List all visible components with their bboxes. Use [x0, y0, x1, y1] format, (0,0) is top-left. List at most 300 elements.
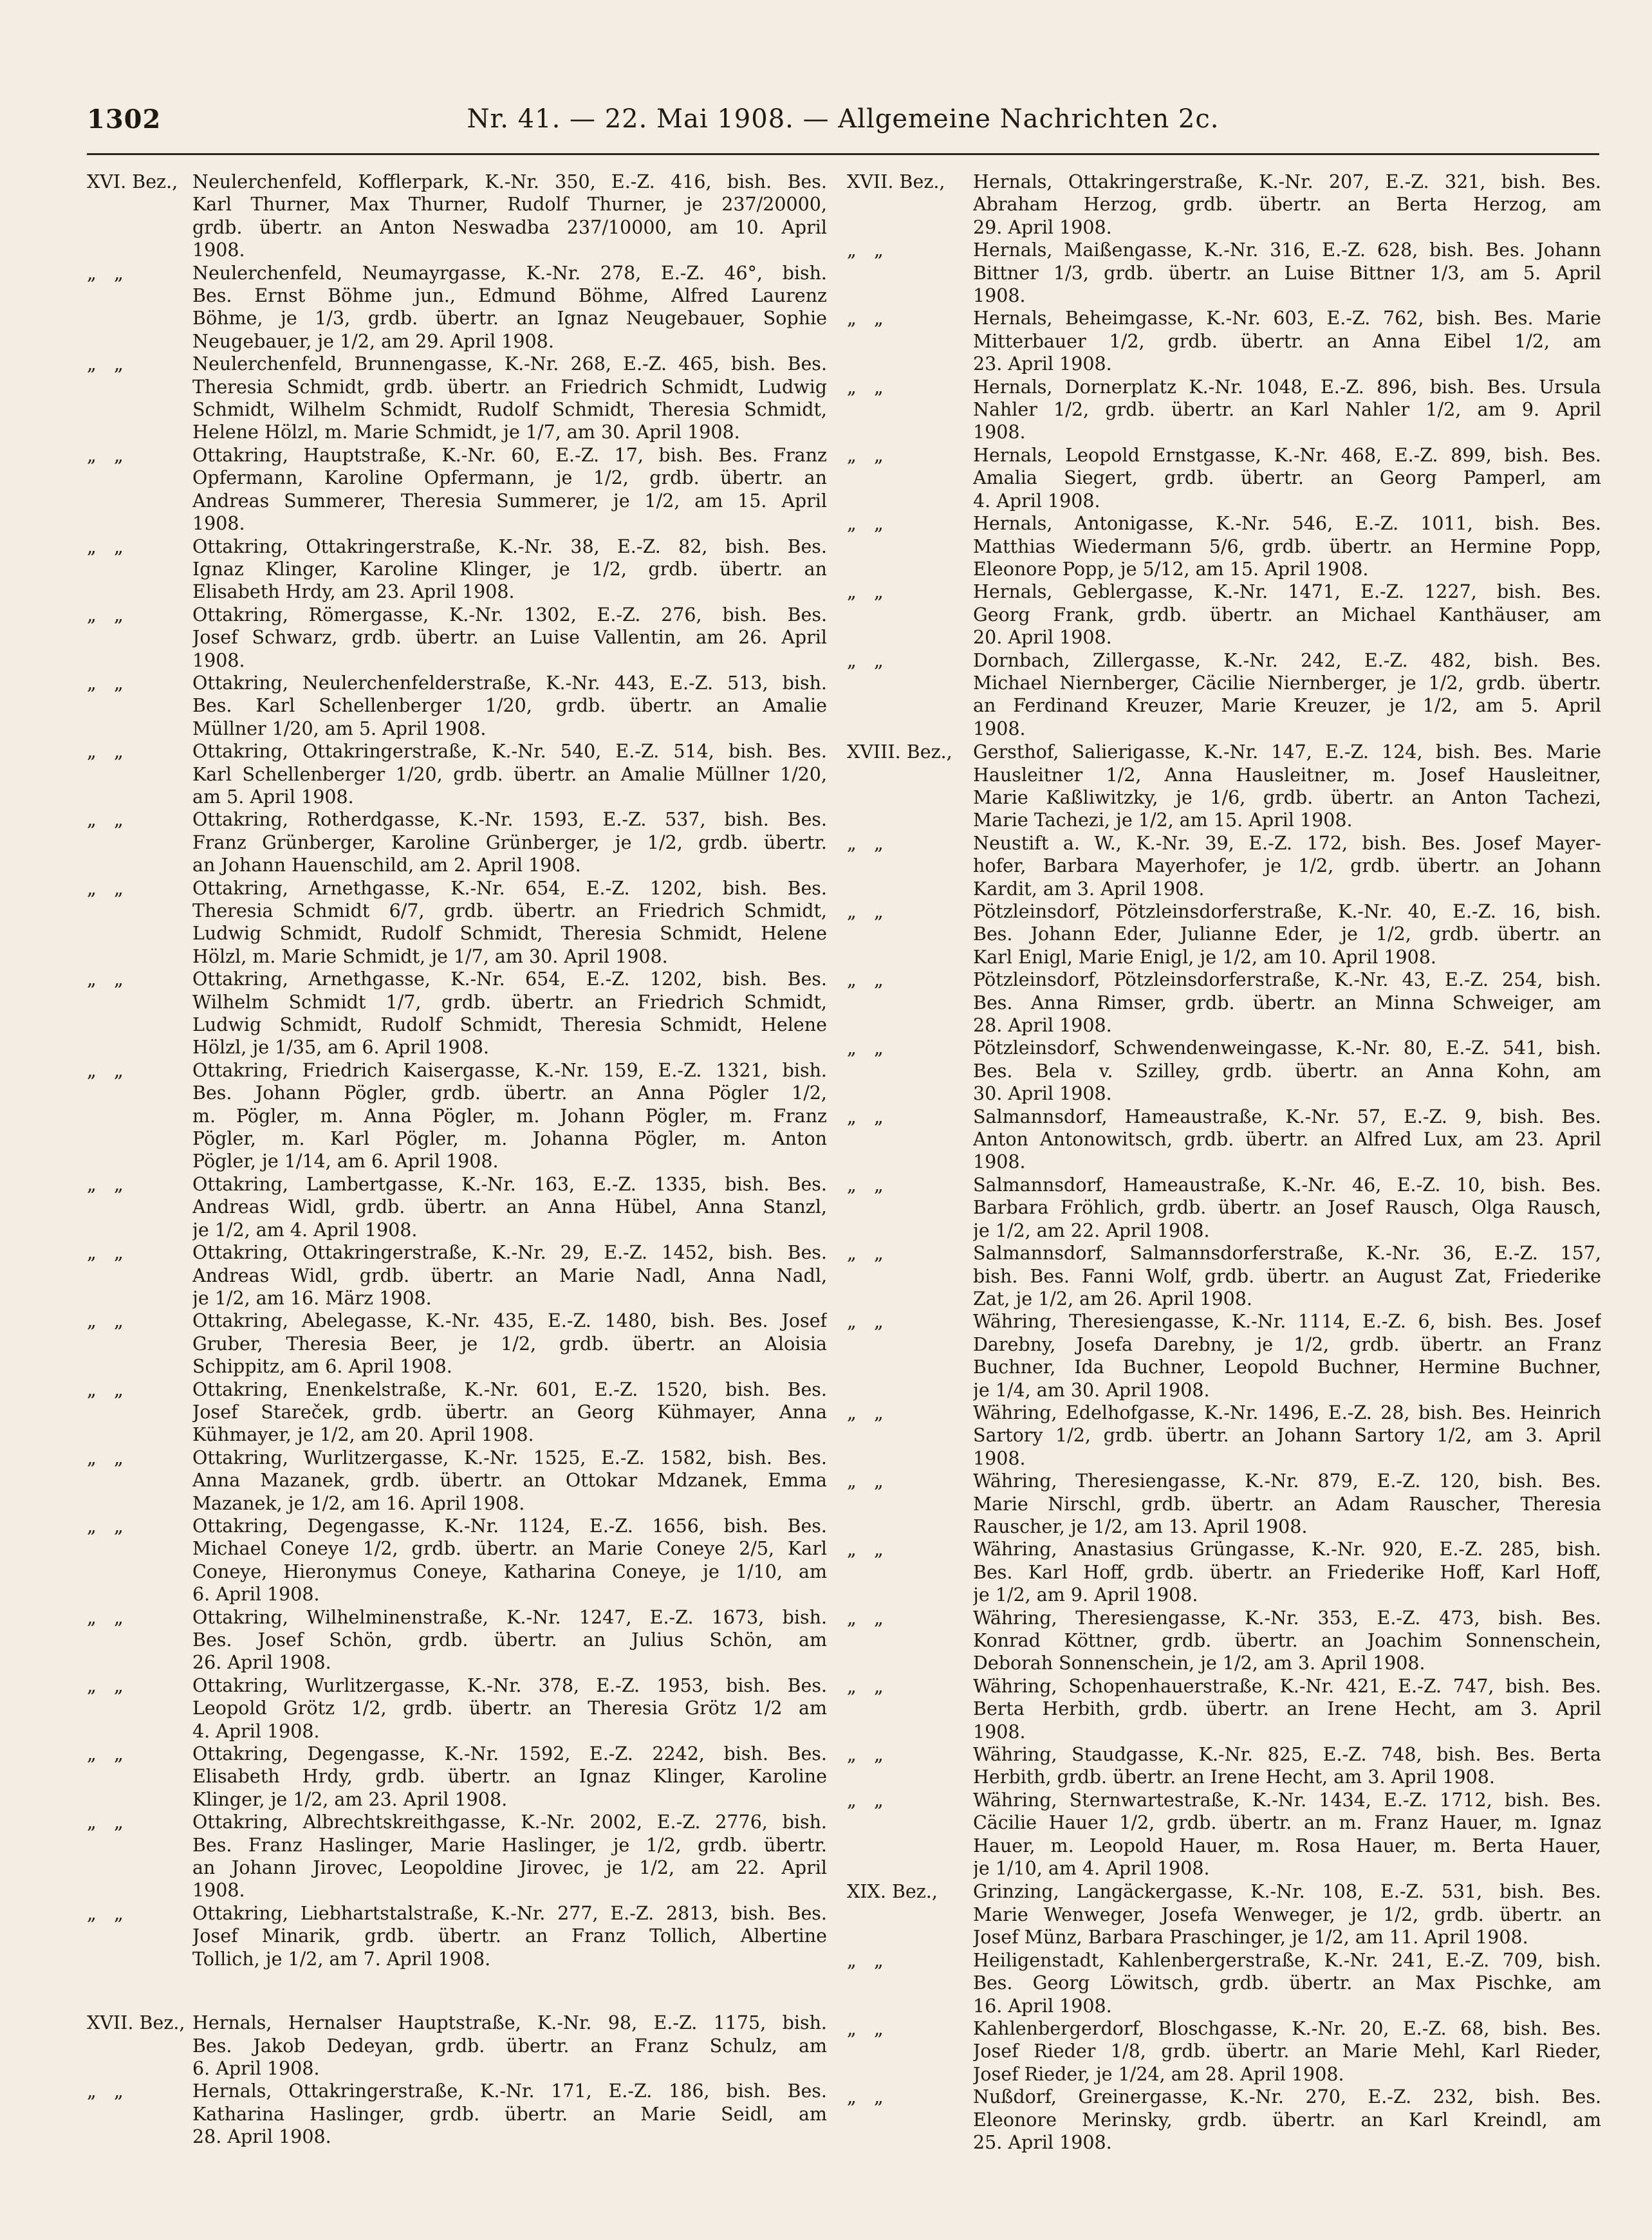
entry-line: an Johann Hauenschild, am 2. April 1908. [192, 855, 581, 876]
entry-line: 26. April 1908. [192, 1652, 331, 1674]
entry-district-label: „ „ [87, 444, 124, 466]
entry-line: Barbara Fröhlich, grdb. übertr. an Josef Rausch, Olga Rausch, [973, 1197, 1601, 1219]
entry-district-label: „ „ [847, 1675, 884, 1697]
entry-line: 28. April 1908. [973, 1015, 1112, 1037]
register-entry [847, 1402, 1601, 1470]
entry-line: Bes. Bela v. Szilley, grdb. übertr. an Anna Kohn, am [973, 1060, 1601, 1082]
page-number: 1302 [87, 104, 162, 134]
entry-line: Heiligenstadt, Kahlenbergerstraße, K.-Nr. 241, E.-Z. 709, bish. [973, 1949, 1601, 1971]
entry-line: Bes. Karl Schellenberger 1/20, grdb. übertr. an Amalie [192, 695, 827, 717]
register-entry [87, 444, 827, 535]
register-entry [87, 1059, 827, 1173]
entry-line: Pötzleinsdorf, Pötzleinsdorferstraße, K.-Nr. 40, E.-Z. 16, bish. [973, 901, 1601, 922]
entry-line: Bes. Johann Eder, Julianne Eder, je 1/2, grdb. übertr. an [973, 923, 1601, 945]
entry-line: Ottakring, Hauptstraße, K.-Nr. 60, E.-Z. 17, bish. Bes. Franz [192, 444, 827, 466]
entry-line: Coneye, Hieronymus Coneye, Katharina Coneye, je 1/10, am [192, 1560, 827, 1582]
entry-district-label: „ „ [87, 809, 124, 831]
entry-district-label: „ „ [847, 2086, 884, 2108]
entry-line: Neulerchenfeld, Neumayrgasse, K.-Nr. 278, E.-Z. 46°, bish. [192, 262, 827, 284]
entry-line: 6. April 1908. [192, 2057, 320, 2079]
entry-district-label: XVI. Bez., [87, 171, 178, 192]
entry-district-label: XVII. Bez., [847, 171, 945, 192]
entry-line: Klinger, je 1/2, am 23. April 1908. [192, 1788, 508, 1810]
entry-line: Hernals, Ottakringerstraße, K.-Nr. 171, E.-Z. 186, bish. Bes. [192, 2080, 827, 2102]
entry-line: Andreas Summerer, Theresia Summerer, je 1/2, am 15. April [192, 490, 827, 512]
entry-line: Sartory 1/2, grdb. übertr. an Johann Sartory 1/2, am 3. April [973, 1425, 1601, 1447]
register-entry [847, 1789, 1601, 1880]
entry-text [973, 1880, 1601, 1948]
entry-line: grdb. übertr. an Anton Neswadba 237/10000, am 10. April [192, 216, 827, 238]
entry-text [192, 1059, 827, 1173]
register-entry [847, 649, 1601, 741]
entry-line: 1908. [192, 513, 245, 535]
entry-line: Gersthof, Salierigasse, K.-Nr. 147, E.-Z. 124, bish. Bes. Marie [973, 741, 1601, 763]
entry-district-label: „ „ [847, 1106, 884, 1127]
entry-line: Marie Nirschl, grdb. übertr. an Adam Rauscher, Theresia [973, 1493, 1601, 1515]
entry-line: Ottakring, Abelegasse, K.-Nr. 435, E.-Z. 1480, bish. Bes. Josef [192, 1310, 827, 1332]
register-entry [847, 171, 1601, 239]
entry-line: 25. April 1908. [973, 2131, 1112, 2153]
entry-line: Mazanek, je 1/2, am 16. April 1908. [192, 1492, 525, 1514]
entry-district-label: „ „ [847, 832, 884, 854]
entry-district-label: „ „ [87, 741, 124, 763]
entry-line: Karl Thurner, Max Thurner, Rudolf Thurner, je 237/20000, [192, 194, 827, 216]
entry-district-label: „ „ [847, 2017, 884, 2039]
entry-text [192, 353, 827, 444]
entry-text [973, 1037, 1601, 1105]
right-column [847, 171, 1601, 2154]
entry-line: je 1/2, am 16. März 1908. [192, 1287, 432, 1309]
entry-district-label: „ „ [87, 1310, 124, 1332]
entry-line: 16. April 1908. [973, 1995, 1112, 2017]
entry-district-label: „ „ [87, 1674, 124, 1696]
entry-line: Währing, Edelhofgasse, K.-Nr. 1496, E.-Z. 28, bish. Bes. Heinrich [973, 1402, 1601, 1423]
entry-text [192, 1515, 827, 1606]
entry-district-label: „ „ [847, 581, 884, 603]
entry-text [192, 1811, 827, 1902]
entry-line: Cäcilie Hauer 1/2, grdb. übertr. an m. Franz Hauer, m. Ignaz [973, 1812, 1601, 1834]
entry-line: Währing, Theresiengasse, K.-Nr. 353, E.-Z. 473, bish. Bes. [973, 1607, 1601, 1629]
entry-line: Hernals, Maißengasse, K.-Nr. 316, E.-Z. 628, bish. Bes. Johann [973, 239, 1601, 261]
register-entry [847, 1949, 1601, 2017]
entry-line: Ottakring, Enenkelstraße, K.-Nr. 601, E.-Z. 1520, bish. Bes. [192, 1378, 827, 1400]
entry-text [192, 1606, 827, 1674]
entry-line: Ludwig Schmidt, Rudolf Schmidt, Theresia Schmidt, Helene [192, 923, 827, 945]
entry-line: Ottakring, Albrechtskreithgasse, K.-Nr. 2002, E.-Z. 2776, bish. [192, 1811, 827, 1833]
entry-line: Bes. Jakob Dedeyan, grdb. übertr. an Franz Schulz, am [192, 2035, 827, 2057]
register-entry [847, 1242, 1601, 1310]
district-section [847, 1880, 1601, 2154]
register-entry [87, 1606, 827, 1674]
entry-line: Salmannsdorf, Hameaustraße, K.-Nr. 46, E.-Z. 10, bish. Bes. [973, 1174, 1601, 1196]
entry-line: Eleonore Merinsky, grdb. übertr. an Karl Kreindl, am [973, 2109, 1601, 2131]
entry-line: Michael Niernberger, Cäcilie Niernberger, je 1/2, grdb. übertr. [973, 672, 1601, 694]
entry-line: Hölzl, m. Marie Schmidt, je 1/7, am 30. April 1908. [192, 945, 668, 967]
entry-line: Nußdorf, Greinergasse, K.-Nr. 270, E.-Z. 232, bish. Bes. [973, 2086, 1601, 2108]
register-entry [87, 1515, 827, 1606]
entry-line: Ottakring, Liebhartstalstraße, K.-Nr. 277, E.-Z. 2813, bish. Bes. [192, 1902, 827, 1924]
entry-line: Ottakring, Friedrich Kaisergasse, K.-Nr. 159, E.-Z. 1321, bish. [192, 1059, 827, 1081]
entry-text [973, 580, 1601, 649]
entry-line: hofer, Barbara Mayerhofer, je 1/2, grdb. übertr. an Johann [973, 855, 1601, 877]
entry-line: Hernals, Antonigasse, K.-Nr. 546, E.-Z. 1011, bish. Bes. [973, 513, 1601, 535]
entry-line: Schmidt, Wilhelm Schmidt, Rudolf Schmidt, Theresia Schmidt, [192, 399, 827, 421]
entry-line: Hernals, Geblergasse, K.-Nr. 1471, E.-Z. 1227, bish. Bes. [973, 581, 1601, 603]
entry-line: Mitterbauer 1/2, grdb. übertr. an Anna Eibel 1/2, am [973, 330, 1601, 352]
entry-line: 4. April 1908. [192, 1720, 320, 1742]
entry-line: Katharina Haslinger, grdb. übertr. an Marie Seidl, am [192, 2103, 827, 2125]
running-title: Nr. 41. — 22. Mai 1908. — Allgemeine Nachrichten 2c. [467, 104, 1220, 134]
entry-line: Neugebauer, je 1/2, am 29. April 1908. [192, 330, 554, 352]
entry-line: Neustift a. W., K.-Nr. 39, E.-Z. 172, bish. Bes. Josef Mayer- [973, 832, 1601, 854]
entry-text [192, 1902, 827, 1970]
entry-line: Abraham Herzog, grdb. übertr. an Berta Herzog, am [973, 194, 1601, 216]
district-section [87, 171, 827, 1970]
entry-district-label: „ „ [847, 239, 884, 261]
register-entry [847, 2086, 1601, 2154]
entry-line: Müllner 1/20, am 5. April 1908. [192, 717, 487, 739]
entry-text [973, 1789, 1601, 1880]
entry-line: Deborah Sonnenschein, je 1/2, am 3. April 1908. [973, 1652, 1425, 1674]
entry-line: Ottakring, Römergasse, K.-Nr. 1302, E.-Z. 276, bish. Bes. [192, 604, 827, 625]
entry-line: Marie Tachezi, je 1/2, am 15. April 1908. [973, 810, 1353, 831]
entry-text [973, 376, 1601, 444]
entry-line: Ottakring, Degengasse, K.-Nr. 1124, E.-Z. 1656, bish. Bes. [192, 1515, 827, 1537]
entry-text [192, 171, 827, 262]
entry-line: Bes. Franz Haslinger, Marie Haslinger, je 1/2, grdb. übertr. [192, 1834, 827, 1856]
entry-text [192, 968, 827, 1059]
entry-line: Eleonore Popp, je 5/12, am 15. April 1908. [973, 558, 1369, 580]
entry-line: Andreas Widl, grdb. übertr. an Anna Hübel, Anna Stanzl, [192, 1196, 827, 1218]
entry-text [192, 535, 827, 604]
entry-district-label: „ „ [87, 1059, 124, 1081]
entry-line: Neulerchenfeld, Brunnengasse, K.-Nr. 268, E.-Z. 465, bish. Bes. [192, 353, 827, 375]
entry-line: 29. April 1908. [973, 216, 1112, 238]
entry-line: Pögler, m. Karl Pögler, m. Johanna Pögler, m. Anton [192, 1128, 827, 1150]
register-entry [87, 968, 827, 1059]
entry-line: Nahler 1/2, grdb. übertr. an Karl Nahler 1/2, am 9. April [973, 399, 1601, 421]
entry-line: an Ferdinand Kreuzer, Marie Kreuzer, je 1/2, am 5. April [973, 695, 1601, 717]
entry-line: Hernals, Beheimgasse, K.-Nr. 603, E.-Z. 762, bish. Bes. Marie [973, 308, 1601, 329]
entry-line: Bittner 1/3, grdb. übertr. an Luise Bittner 1/3, am 5. April [973, 262, 1601, 284]
entry-line: Georg Frank, grdb. übertr. an Michael Kanthäuser, am [973, 604, 1601, 625]
entry-line: Anna Mazanek, grdb. übertr. an Ottokar Mdzanek, Emma [192, 1470, 827, 1492]
entry-line: Salmannsdorf, Salmannsdorferstraße, K.-Nr. 36, E.-Z. 157, [973, 1243, 1601, 1264]
entry-line: Ludwig Schmidt, Rudolf Schmidt, Theresia Schmidt, Helene [192, 1014, 827, 1036]
entry-line: Pötzleinsdorf, Pötzleinsdorferstraße, K.-Nr. 43, E.-Z. 254, bish. [973, 969, 1601, 991]
entry-line: Neulerchenfeld, Kofflerpark, K.-Nr. 350, E.-Z. 416, bish. Bes. [192, 171, 827, 192]
entry-line: Josef Münz, Barbara Praschinger, je 1/2, am 11. April 1908. [973, 1927, 1528, 1948]
entry-district-label: „ „ [847, 1470, 884, 1492]
entry-text [192, 262, 827, 353]
entry-district-label: „ „ [87, 262, 124, 284]
entry-line: Währing, Staudgasse, K.-Nr. 825, E.-Z. 748, bish. Bes. Berta [973, 1744, 1601, 1766]
entry-line: Ottakring, Ottakringerstraße, K.-Nr. 540, E.-Z. 514, bish. Bes. [192, 741, 827, 763]
entry-line: Anton Antonowitsch, grdb. übertr. an Alfred Lux, am 23. April [973, 1129, 1601, 1151]
register-entry [847, 512, 1601, 580]
entry-district-label: „ „ [847, 1174, 884, 1196]
entry-district-label: „ „ [87, 1902, 124, 1924]
entry-line: Hernals, Ottakringerstraße, K.-Nr. 207, E.-Z. 321, bish. Bes. [973, 171, 1601, 192]
register-entry [87, 740, 827, 808]
register-entry [87, 808, 827, 876]
register-entry [847, 1880, 1601, 1948]
register-entry [87, 1743, 827, 1811]
entry-text [192, 2080, 827, 2148]
register-entry [847, 900, 1601, 968]
entry-district-label: „ „ [847, 1402, 884, 1423]
entry-text [973, 968, 1601, 1037]
entry-line: 6. April 1908. [192, 1584, 320, 1606]
entry-district-label: „ „ [87, 1447, 124, 1468]
entry-text [192, 2012, 827, 2080]
entry-line: Leopold Grötz 1/2, grdb. übertr. an Theresia Grötz 1/2 am [192, 1698, 827, 1719]
entry-text [192, 740, 827, 808]
entry-text [973, 741, 1601, 832]
entry-text [973, 832, 1601, 900]
register-entry [87, 2080, 827, 2148]
entry-text [192, 877, 827, 968]
entry-line: Ottakring, Neulerchenfelderstraße, K.-Nr. 443, E.-Z. 513, bish. [192, 672, 827, 694]
entry-line: Ottakring, Ottakringerstraße, K.-Nr. 29, E.-Z. 1452, bish. Bes. [192, 1242, 827, 1264]
entry-line: 1908. [973, 1721, 1026, 1743]
entry-text [192, 1447, 827, 1515]
entry-line: Theresia Schmidt, grdb. übertr. an Friedrich Schmidt, Ludwig [192, 376, 827, 398]
entry-line: 1908. [973, 717, 1026, 739]
register-entry [847, 1675, 1601, 1743]
entry-line: Michael Coneye 1/2, grdb. übertr. an Marie Coneye 2/5, Karl [192, 1538, 827, 1560]
register-entry [87, 1310, 827, 1378]
entry-line: 30. April 1908. [973, 1083, 1112, 1105]
entry-line: Tollich, je 1/2, am 7. April 1908. [192, 1948, 491, 1970]
entry-line: Hernals, Hernalser Hauptstraße, K.-Nr. 98, E.-Z. 1175, bish. [192, 2012, 827, 2034]
entry-text [192, 1674, 827, 1743]
register-entry [87, 1241, 827, 1310]
register-entry [87, 1674, 827, 1743]
entry-district-label: „ „ [847, 1949, 884, 1971]
entry-text [192, 1310, 827, 1378]
register-entry [87, 672, 827, 740]
entry-district-label: „ „ [847, 1037, 884, 1059]
entry-line: Ottakring, Wurlitzergasse, K.-Nr. 1525, E.-Z. 1582, bish. Bes. [192, 1447, 827, 1468]
entry-line: Ottakring, Arnethgasse, K.-Nr. 654, E.-Z. 1202, bish. Bes. [192, 968, 827, 990]
entry-line: Bes. Johann Pögler, grdb. übertr. an Anna Pögler 1/2, [192, 1082, 827, 1104]
entry-line: Gruber, Theresia Beer, je 1/2, grdb. übertr. an Aloisia [192, 1333, 827, 1355]
entry-line: je 1/2, am 22. April 1908. [973, 1219, 1210, 1241]
entry-text [973, 900, 1601, 968]
register-entry [847, 1037, 1601, 1105]
entry-line: Bes. Josef Schön, grdb. übertr. an Julius Schön, am [192, 1629, 827, 1651]
entry-text [973, 444, 1601, 512]
entry-text [973, 649, 1601, 741]
entry-text [973, 171, 1601, 239]
entry-line: Josef Stareček, grdb. übertr. an Georg Kühmayer, Anna [192, 1401, 827, 1423]
entry-text [973, 307, 1601, 375]
entry-district-label: „ „ [847, 1539, 884, 1560]
district-section [847, 171, 1601, 740]
entry-line: Bes. Anna Rimser, grdb. übertr. an Minna Schweiger, am [973, 992, 1601, 1014]
entry-line: an Johann Jirovec, Leopoldine Jirovec, je 1/2, am 22. April [192, 1857, 827, 1879]
entry-district-label: „ „ [87, 877, 124, 899]
entry-district-label: „ „ [87, 1811, 124, 1833]
entry-line: m. Pögler, m. Anna Pögler, m. Johann Pögler, m. Franz [192, 1105, 827, 1127]
header-rule [87, 153, 1599, 155]
entry-line: Währing, Anastasius Grüngasse, K.-Nr. 920, E.-Z. 285, bish. [973, 1539, 1601, 1560]
register-entry [87, 1902, 827, 1970]
register-entry [847, 307, 1601, 375]
entry-line: Josef Schwarz, grdb. übertr. an Luise Vallentin, am 26. April [192, 627, 827, 649]
entry-line: 1908. [192, 649, 245, 671]
entry-line: Kühmayer, je 1/2, am 20. April 1908. [192, 1424, 534, 1446]
entry-district-label: „ „ [847, 513, 884, 535]
entry-district-label: „ „ [87, 2080, 124, 2102]
register-entry [847, 1310, 1601, 1402]
register-entry [87, 604, 827, 672]
entry-line: bish. Bes. Fanni Wolf, grdb. übertr. an August Zat, Friederike [973, 1265, 1601, 1287]
entry-line: 1908. [973, 1447, 1026, 1469]
entry-district-label: „ „ [847, 1744, 884, 1766]
entry-text [973, 1607, 1601, 1675]
register-entry [87, 2012, 827, 2080]
entry-text [192, 1173, 827, 1241]
entry-line: Karl Schellenberger 1/20, grdb. übertr. an Amalie Müllner 1/20, [192, 763, 827, 785]
entry-text [192, 672, 827, 740]
entry-line: Ignaz Klinger, Karoline Klinger, je 1/2, grdb. übertr. an [192, 558, 827, 580]
entry-district-label: XVIII. Bez., [847, 741, 952, 763]
register-entry [847, 1470, 1601, 1538]
entry-line: Schippitz, am 6. April 1908. [192, 1356, 452, 1378]
entry-district-label: „ „ [87, 672, 124, 694]
entry-line: Bes. Ernst Böhme jun., Edmund Böhme, Alfred Laurenz [192, 285, 827, 307]
entry-line: Ottakring, Ottakringerstraße, K.-Nr. 38, E.-Z. 82, bish. Bes. [192, 535, 827, 557]
entry-line: Währing, Sternwartestraße, K.-Nr. 1434, E.-Z. 1712, bish. Bes. [973, 1789, 1601, 1811]
register-entry [847, 444, 1601, 512]
entry-district-label: „ „ [847, 444, 884, 466]
entry-line: Hausleitner 1/2, Anna Hausleitner, m. Josef Hausleitner, [973, 764, 1601, 786]
entry-line: Ottakring, Arnethgasse, K.-Nr. 654, E.-Z. 1202, bish. Bes. [192, 877, 827, 899]
entry-district-label: „ „ [87, 353, 124, 375]
entry-line: Währing, Schopenhauerstraße, K.-Nr. 421, E.-Z. 747, bish. Bes. [973, 1675, 1601, 1697]
entry-district-label: XVII. Bez., [87, 2012, 185, 2034]
entry-text [973, 1106, 1601, 1174]
page-header [87, 97, 1599, 142]
entry-line: Berta Herbith, grdb. übertr. an Irene Hecht, am 3. April [973, 1698, 1601, 1720]
entry-line: Währing, Theresiengasse, K.-Nr. 879, E.-Z. 120, bish. Bes. [973, 1470, 1601, 1492]
register-entry [847, 2017, 1601, 2086]
entry-district-label: „ „ [847, 376, 884, 398]
register-entry [87, 353, 827, 444]
register-entry [87, 535, 827, 604]
entry-line: Marie Kaßliwitzky, je 1/6, grdb. übertr. an Anton Tachezi, [973, 786, 1601, 808]
entry-district-label: „ „ [847, 649, 884, 671]
entry-line: Ottakring, Wilhelminenstraße, K.-Nr. 1247, E.-Z. 1673, bish. [192, 1606, 827, 1628]
entry-text [973, 239, 1601, 307]
entry-line: Wilhelm Schmidt 1/7, grdb. übertr. an Friedrich Schmidt, [192, 991, 827, 1013]
entry-line: Darebny, Josefa Darebny, je 1/2, grdb. übertr. an Franz [973, 1333, 1601, 1355]
district-section [847, 741, 1601, 1880]
entry-line: Währing, Theresiengasse, K.-Nr. 1114, E.-Z. 6, bish. Bes. Josef [973, 1311, 1601, 1333]
entry-line: Böhme, je 1/3, grdb. übertr. an Ignaz Neugebauer, Sophie [192, 308, 827, 329]
register-entry [847, 1106, 1601, 1174]
entry-district-label: „ „ [847, 901, 884, 922]
entry-line: Matthias Wiedermann 5/6, grdb. übertr. an Hermine Popp, [973, 535, 1601, 557]
entry-line: Josef Rieder 1/8, grdb. übertr. an Marie Mehl, Karl Rieder, [973, 2041, 1601, 2062]
entry-text [192, 444, 827, 535]
entry-district-label: „ „ [87, 1515, 124, 1537]
register-entry [847, 968, 1601, 1037]
register-entry [847, 239, 1601, 307]
entry-district-label: „ „ [87, 1173, 124, 1195]
entry-line: je 1/10, am 4. April 1908. [973, 1858, 1210, 1880]
register-entry [847, 741, 1601, 832]
entry-line: Hernals, Dornerplatz K.-Nr. 1048, E.-Z. 896, bish. Bes. Ursula [973, 376, 1601, 398]
entry-district-label: „ „ [847, 308, 884, 329]
entry-text [973, 1949, 1601, 2017]
left-column [87, 171, 827, 2149]
entry-district-label: „ „ [87, 1606, 124, 1628]
register-entry [847, 1743, 1601, 1789]
entry-text [973, 2017, 1601, 2086]
entry-text [192, 1241, 827, 1310]
entry-line: Hölzl, je 1/35, am 6. April 1908. [192, 1037, 489, 1059]
register-entry [87, 1173, 827, 1241]
entry-district-label: „ „ [87, 604, 124, 625]
register-entry [847, 580, 1601, 649]
entry-line: Opfermann, Karoline Opfermann, je 1/2, grdb. übertr. an [192, 467, 827, 489]
entry-text [973, 512, 1601, 580]
entry-district-label: „ „ [87, 968, 124, 990]
register-entry [87, 1447, 827, 1515]
entry-line: Elisabeth Hrdy, grdb. übertr. an Ignaz Klinger, Karoline [192, 1766, 827, 1788]
entry-text [973, 1470, 1601, 1538]
entry-line: Dornbach, Zillergasse, K.-Nr. 242, E.-Z. 482, bish. Bes. [973, 649, 1601, 671]
entry-line: Amalia Siegert, grdb. übertr. an Georg Pamperl, am [973, 467, 1601, 489]
entry-text [973, 1174, 1601, 1242]
entry-line: je 1/4, am 30. April 1908. [973, 1379, 1210, 1401]
entry-line: Hauer, m. Leopold Hauer, m. Rosa Hauer, m. Berta Hauer, [973, 1835, 1601, 1856]
register-entry [87, 1378, 827, 1447]
entry-line: Josef Minarik, grdb. übertr. an Franz Tollich, Albertine [192, 1925, 827, 1947]
entry-text [192, 1743, 827, 1811]
entry-line: 1908. [192, 1880, 245, 1902]
entry-text [973, 1242, 1601, 1310]
register-entry [87, 877, 827, 968]
register-entry [847, 832, 1601, 900]
entry-text [973, 1538, 1601, 1606]
entry-line: 20. April 1908. [973, 627, 1112, 649]
entry-district-label: „ „ [87, 1242, 124, 1264]
entry-district-label: „ „ [87, 535, 124, 557]
entry-line: Bes. Karl Hoff, grdb. übertr. an Friederike Hoff, Karl Hoff, [973, 1561, 1601, 1583]
entry-line: Herbith, grdb. übertr. an Irene Hecht, am 3. April 1908. [973, 1766, 1495, 1788]
entry-text [973, 1310, 1601, 1402]
entry-district-label: „ „ [847, 1243, 884, 1264]
entry-district-label: „ „ [847, 969, 884, 991]
entry-line: Konrad Köttner, grdb. übertr. an Joachim Sonnenschein, [973, 1630, 1601, 1651]
entry-line: Pögler, je 1/14, am 6. April 1908. [192, 1151, 499, 1172]
entry-line: Franz Grünberger, Karoline Grünberger, je 1/2, grdb. übertr. [192, 831, 827, 853]
entry-district-label: „ „ [847, 1789, 884, 1811]
entry-line: Kahlenbergerdorf, Bloschgasse, K.-Nr. 20, E.-Z. 68, bish. Bes. [973, 2017, 1601, 2039]
register-entry [87, 171, 827, 262]
entry-line: Helene Hölzl, m. Marie Schmidt, je 1/7, am 30. April 1908. [192, 421, 740, 443]
entry-text [192, 808, 827, 876]
entry-text [192, 1378, 827, 1447]
entry-line: Zat, je 1/2, am 26. April 1908. [973, 1288, 1252, 1310]
district-section [87, 2012, 827, 2148]
entry-line: 1908. [973, 421, 1026, 443]
entry-line: Salmannsdorf, Hameaustraße, K.-Nr. 57, E.-Z. 9, bish. Bes. [973, 1106, 1601, 1127]
